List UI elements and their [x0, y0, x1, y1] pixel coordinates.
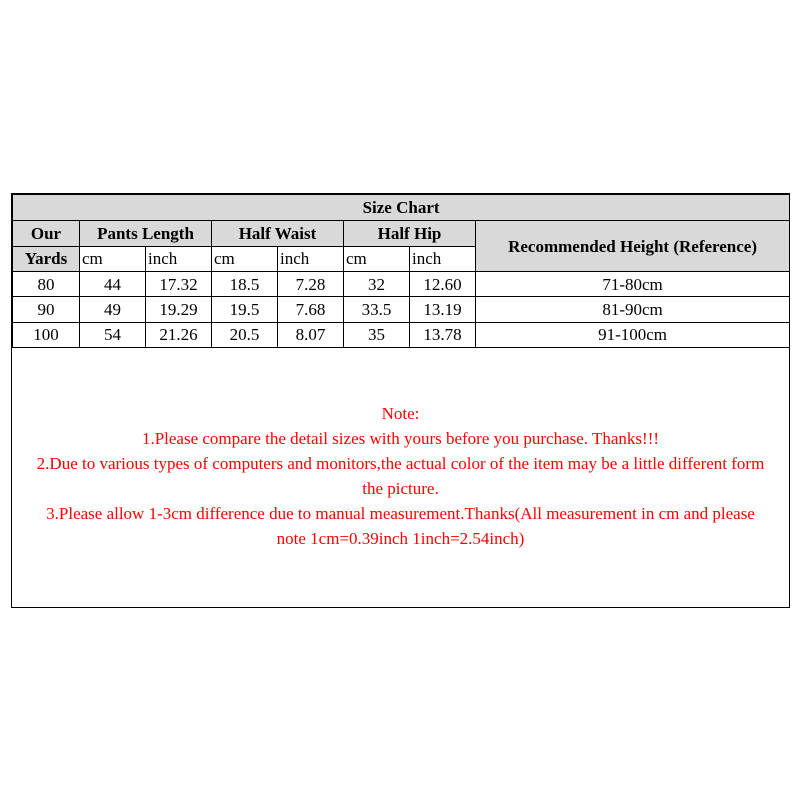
size-table [12, 194, 790, 348]
table-row [13, 272, 790, 297]
cell-recommended-height: 71-80cm [476, 272, 790, 297]
cell-half-hip-cm: 35 [344, 322, 410, 347]
size-chart [11, 193, 790, 608]
cell-half-waist-cm: 20.5 [212, 322, 278, 347]
note-line-2: 2.Due to various types of computers and monitors,the actual color of the item may be a little different form the picture. [36, 454, 765, 498]
cell-half-waist-inch: 7.68 [278, 297, 344, 322]
cell-yard: 80 [13, 272, 80, 297]
header-half-hip: Half Hip [344, 221, 476, 246]
cell-half-waist-inch: 8.07 [278, 322, 344, 347]
cell-recommended-height: 81-90cm [476, 297, 790, 322]
cell-pants-length-inch: 21.26 [146, 322, 212, 347]
unit-half-hip-cm: cm [344, 246, 410, 271]
unit-half-waist-cm: cm [212, 246, 278, 271]
header-row [13, 221, 790, 246]
cell-pants-length-inch: 17.32 [146, 272, 212, 297]
unit-pants-length-inch: inch [146, 246, 212, 271]
cell-half-waist-cm: 19.5 [212, 297, 278, 322]
unit-pants-length-cm: cm [80, 246, 146, 271]
header-recommended-height: Recommended Height (Reference) [476, 221, 790, 272]
header-pants-length: Pants Length [80, 221, 212, 246]
title-row [13, 195, 790, 221]
cell-half-hip-cm: 33.5 [344, 297, 410, 322]
cell-pants-length-cm: 44 [80, 272, 146, 297]
cell-yard: 100 [13, 322, 80, 347]
cell-recommended-height: 91-100cm [476, 322, 790, 347]
cell-half-hip-inch: 13.19 [410, 297, 476, 322]
notes-section [12, 401, 789, 551]
unit-half-hip-inch: inch [410, 246, 476, 271]
header-half-waist: Half Waist [212, 221, 344, 246]
note-line-1: 1.Please compare the detail sizes with yours before you purchase. Thanks!!! [141, 429, 660, 448]
cell-half-waist-cm: 18.5 [212, 272, 278, 297]
header-our: Our [13, 221, 80, 246]
cell-half-hip-inch: 12.60 [410, 272, 476, 297]
cell-half-hip-cm: 32 [344, 272, 410, 297]
cell-half-waist-inch: 7.28 [278, 272, 344, 297]
table-row [13, 322, 790, 347]
notes-heading: Note: [381, 404, 420, 423]
note-line-3: 3.Please allow 1-3cm difference due to manual measurement.Thanks(All measurement in cm and please note 1cm=0.39inch 1inch=2.54inch) [46, 504, 755, 548]
unit-half-waist-inch: inch [278, 246, 344, 271]
cell-pants-length-cm: 49 [80, 297, 146, 322]
header-yards: Yards [13, 246, 80, 271]
cell-half-hip-inch: 13.78 [410, 322, 476, 347]
cell-pants-length-cm: 54 [80, 322, 146, 347]
cell-pants-length-inch: 19.29 [146, 297, 212, 322]
table-row [13, 297, 790, 322]
cell-yard: 90 [13, 297, 80, 322]
chart-title: Size Chart [13, 195, 790, 221]
